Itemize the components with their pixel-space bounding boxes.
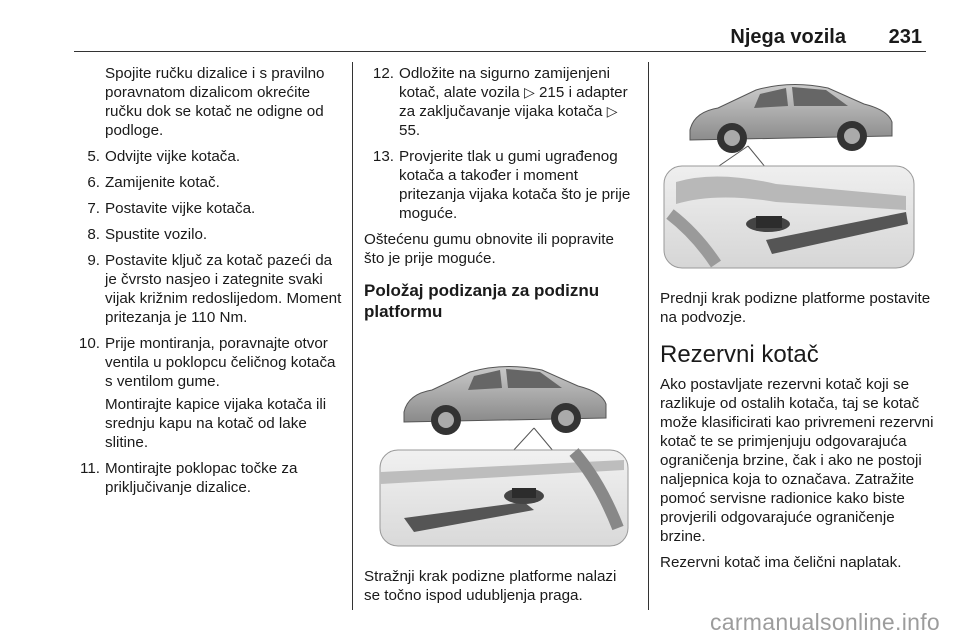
list-item: 8. Spustite vozilo. [87, 226, 208, 243]
column-3 [660, 64, 934, 579]
list-item: 5. Odvijte vijke kotača. [87, 148, 241, 165]
triangle-right-ref-icon: ▷ [523, 84, 535, 100]
column-2 [364, 64, 636, 612]
page-reference-link[interactable]: 55. [399, 122, 421, 139]
watermark: carmanualsonline.info [709, 609, 940, 635]
column-divider-1 [352, 62, 353, 610]
list-item: 12. Odložite na sigurno zamijenjeni kotač, alate vozila ▷ 215 i adapter za zaključavanje vijaka kotača ▷ 55. [372, 65, 628, 139]
header-rule [74, 51, 926, 52]
list-item: 11. Montirajte poklopac točke za priključivanje dizalice. [80, 460, 298, 496]
figure-caption-rear: Stražnji krak podizne platforme nalazi se točno ispod udubljenja praga. [364, 568, 617, 604]
spare-wheel-paragraph-1: Ako postavljate rezervni kotač koji se razlikuje od ostalih kotača, taj se kotač može klasificirati kao privremeni rezervni kotač te se primjenjuju odgovarajuća ograničenja brzine, čak i ako ne postoji naljepnica koja to označava. Zatražite pomoć servisne radionice kako biste provjerili odgovarajuće ograničenje brzine. [660, 376, 934, 545]
lift-points-heading: Položaj podizanja za podiznu platformu [364, 281, 600, 321]
tire-repair-note: Oštećenu gumu obnovite ili popravite što je prije moguće. [364, 231, 614, 267]
step-10-extra: Montirajte kapice vijaka kotača ili srednju kapu na kotač od lake slitine. [105, 396, 327, 451]
front-lift-point-illustration [656, 64, 920, 272]
triangle-right-ref-icon: ▷ [606, 103, 618, 119]
column-1 [70, 64, 346, 504]
list-item: 10. Prije montiranja, poravnajte otvor ventila u poklopcu čeličnog kotača s ventilom gume. [78, 335, 336, 390]
list-item: 6. Zamijenite kotač. [87, 174, 220, 191]
page-number: 231 [888, 26, 922, 48]
page-reference-link[interactable]: 215 [538, 84, 565, 101]
lift-arm-closeup [664, 166, 914, 268]
column-divider-2 [648, 62, 649, 610]
section-title: Njega vozila [730, 26, 846, 48]
rear-lift-point-illustration [374, 342, 632, 550]
page-header [74, 18, 926, 50]
step-continuation: Spojite ručku dizalice i s pravilno poravnatom dizalicom okrećite ručku dok se kotač ne odigne od podloge. [105, 65, 325, 139]
list-item: 7. Postavite vijke kotača. [87, 200, 256, 217]
spare-wheel-heading: Rezervni kotač [660, 341, 819, 368]
spare-wheel-paragraph-2: Rezervni kotač ima čelični naplatak. [660, 554, 902, 571]
list-item: 13. Provjerite tlak u gumi ugrađenog kotača a također i moment pritezanja vijaka kotača što je prije moguće. [372, 148, 631, 222]
figure-caption-front: Prednji krak podizne platforme postavite na podvozje. [660, 290, 931, 326]
lift-arm-closeup [380, 450, 628, 546]
list-item: 9. Postavite ključ za kotač pazeći da je čvrsto nasjeo i zategnite svaki vijak križnim redoslijedom. Moment pritezanja je 110 Nm. [87, 252, 342, 326]
